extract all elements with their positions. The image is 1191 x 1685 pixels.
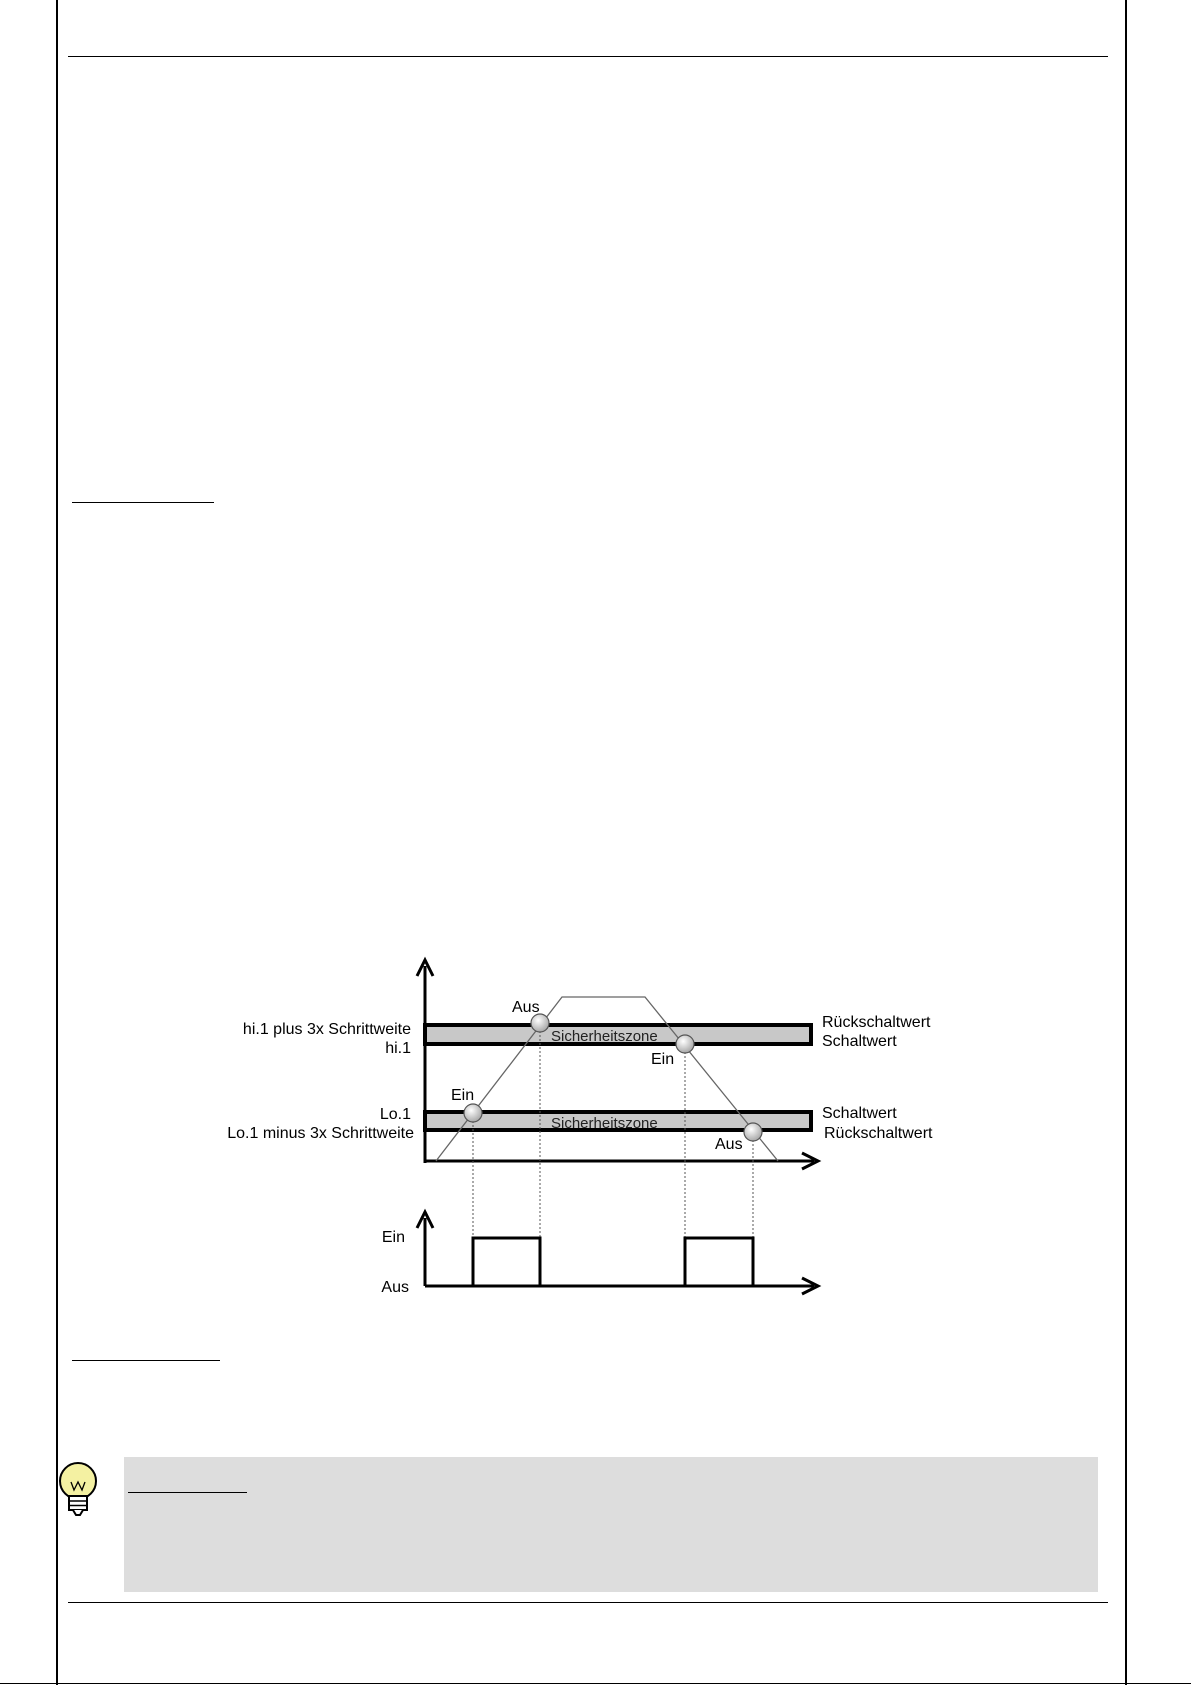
tip-heading-underline (128, 1492, 247, 1493)
output-pulse-1 (473, 1238, 540, 1286)
label-hi-schaltwert: Schaltwert (822, 1033, 897, 1050)
lightbulb-icon (56, 1460, 100, 1523)
label-hi-rueckschaltwert: Rückschaltwert (822, 1014, 931, 1031)
switch-point-ein-rising (464, 1104, 482, 1122)
label-ein-rising: Ein (451, 1087, 475, 1104)
switch-drop-lines (473, 1023, 753, 1286)
label-hi1: hi.1 (385, 1040, 411, 1057)
footer-rule (68, 1602, 1108, 1603)
upper-zone-label: Sicherheitszone (551, 1028, 658, 1045)
output-label-ein: Ein (381, 1229, 405, 1246)
label-aus-top: Aus (512, 999, 540, 1016)
label-lo-minus-step: Lo.1 minus 3x Schrittweite (227, 1125, 414, 1142)
switch-point-aus-top (531, 1014, 549, 1032)
lower-zone-label: Sicherheitszone (551, 1115, 658, 1132)
label-ein-falling: Ein (651, 1051, 675, 1068)
label-lo1: Lo.1 (379, 1106, 411, 1123)
label-aus-bottom: Aus (715, 1136, 743, 1153)
switch-point-aus-bottom (744, 1123, 762, 1141)
output-label-aus: Aus (381, 1279, 409, 1296)
switch-point-ein-falling (676, 1035, 694, 1053)
label-lo-rueckschaltwert: Rückschaltwert (824, 1125, 933, 1142)
output-pulse-2 (685, 1238, 753, 1286)
bottom-edge-rule (0, 1683, 1191, 1684)
label-hi-plus-step: hi.1 plus 3x Schrittweite (242, 1021, 411, 1038)
tip-box (124, 1457, 1098, 1592)
label-lo-schaltwert: Schaltwert (822, 1105, 897, 1122)
section-heading-underline-2 (72, 1360, 220, 1361)
